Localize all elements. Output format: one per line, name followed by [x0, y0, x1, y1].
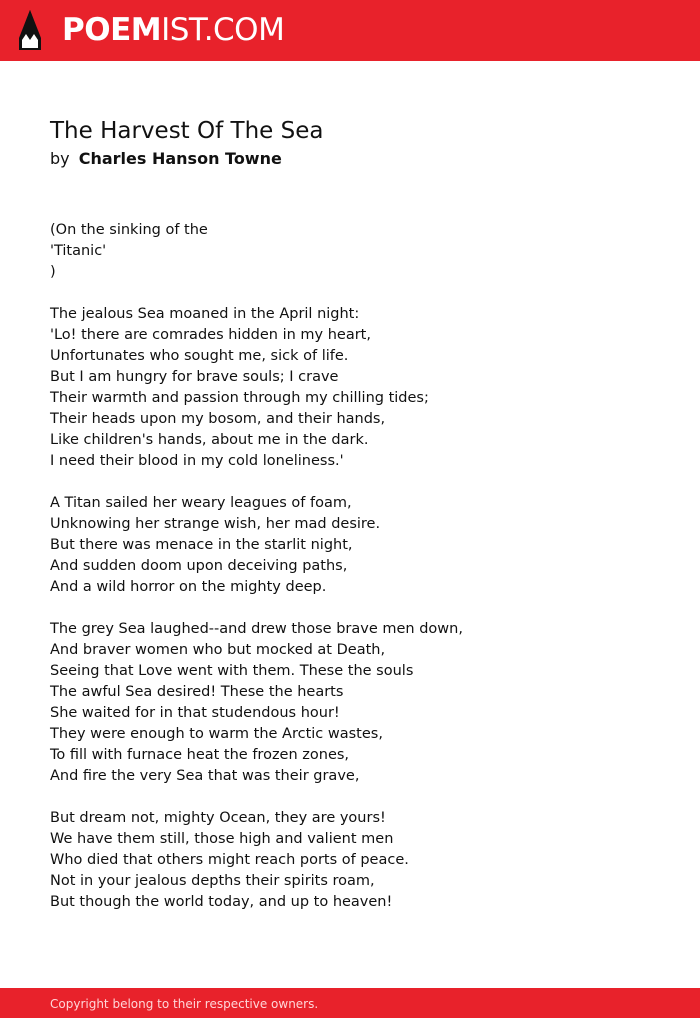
poem-line: But dream not, mighty Ocean, they are yours!: [50, 810, 386, 826]
poem-line: The jealous Sea moaned in the April night:: [50, 306, 360, 322]
poem-line: 'Titanic': [50, 243, 107, 259]
byline: [50, 148, 670, 170]
poem-body: [50, 220, 670, 913]
poem-content: [50, 114, 670, 934]
poem-line: ): [50, 264, 56, 280]
site-logo[interactable]: [62, 10, 284, 50]
stanza: [50, 304, 670, 472]
site-footer: [0, 988, 700, 1018]
stanza: [50, 493, 670, 598]
poem-line: But though the world today, and up to heaven!: [50, 894, 393, 910]
poem-line: The awful Sea desired! These the hearts: [50, 684, 344, 700]
poem-line: She waited for in that studendous hour!: [50, 705, 340, 721]
poem-line: I need their blood in my cold loneliness.': [50, 453, 344, 469]
poem-line: And a wild horror on the mighty deep.: [50, 579, 327, 595]
poem-line: And braver women who but mocked at Death,: [50, 642, 386, 658]
stanza: [50, 808, 670, 913]
poem-line: But I am hungry for brave souls; I crave: [50, 369, 339, 385]
poem-title: The Harvest Of The Sea: [50, 118, 324, 144]
poem-line: Unknowing her strange wish, her mad desire.: [50, 516, 381, 532]
stanza: [50, 220, 670, 283]
poem-line: 'Lo! there are comrades hidden in my heart,: [50, 327, 371, 343]
poem-line: The grey Sea laughed--and drew those brave men down,: [50, 621, 463, 637]
poem-line: Seeing that Love went with them. These the souls: [50, 663, 414, 679]
poem-line: To fill with furnace heat the frozen zones,: [50, 747, 350, 763]
poem-line: We have them still, those high and valient men: [50, 831, 394, 847]
logo-light-text: IST.COM: [161, 12, 285, 48]
poem-line: And fire the very Sea that was their grave,: [50, 768, 360, 784]
stanza: [50, 619, 670, 787]
poem-line: And sudden doom upon deceiving paths,: [50, 558, 348, 574]
site-header: [0, 0, 700, 61]
by-label: by: [50, 149, 70, 168]
author-name: Charles Hanson Towne: [78, 149, 282, 168]
copyright-text: Copyright belong to their respective owners.: [50, 997, 319, 1011]
pencil-tip-icon[interactable]: [16, 8, 44, 52]
poem-line: Who died that others might reach ports of peace.: [50, 852, 409, 868]
logo-bold-text: POEM: [62, 12, 162, 48]
poem-line: Not in your jealous depths their spirits roam,: [50, 873, 375, 889]
poem-line: They were enough to warm the Arctic wastes,: [50, 726, 383, 742]
poem-line: Unfortunates who sought me, sick of life.: [50, 348, 349, 364]
poem-line: Their heads upon my bosom, and their hands,: [50, 411, 386, 427]
poem-line: A Titan sailed her weary leagues of foam,: [50, 495, 352, 511]
poem-line: Like children's hands, about me in the dark.: [50, 432, 369, 448]
poem-line: Their warmth and passion through my chilling tides;: [50, 390, 429, 406]
poem-line: But there was menace in the starlit night,: [50, 537, 353, 553]
poem-line: (On the sinking of the: [50, 222, 208, 238]
